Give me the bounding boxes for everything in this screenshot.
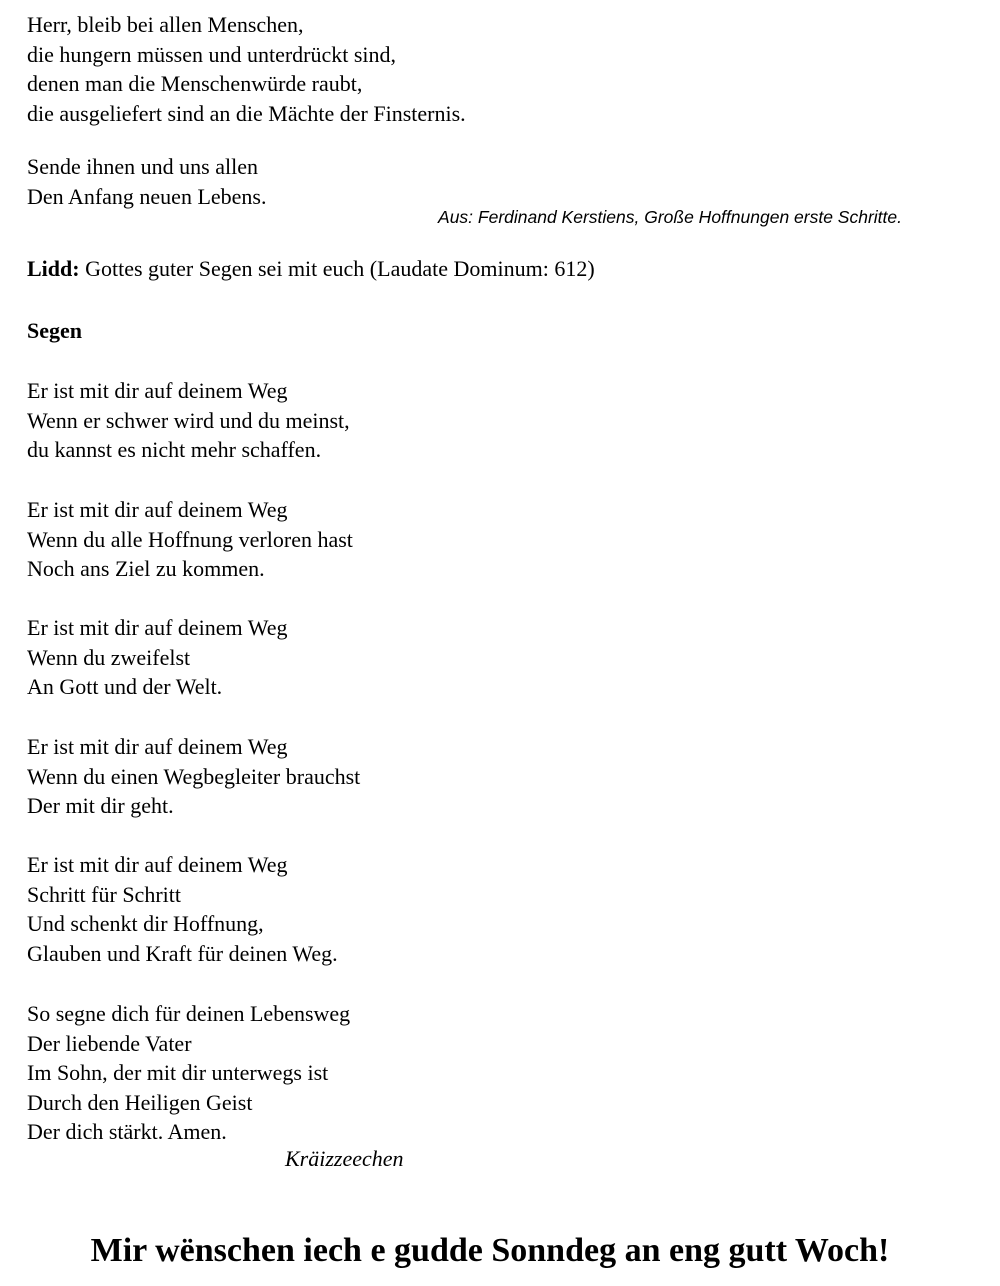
lidd-line — [27, 256, 595, 282]
text-line: du kannst es nicht mehr schaffen. — [27, 437, 322, 463]
text-line: Er ist mit dir auf deinem Weg — [27, 615, 288, 640]
text-line: Wenn du einen Wegbegleiter brauchst — [27, 763, 361, 789]
text-line: Der mit dir geht. — [27, 793, 174, 819]
text-line: Wenn du zweifelst — [27, 644, 191, 670]
segen-stanza-6 — [27, 999, 350, 1147]
prayer-stanza-1 — [27, 10, 466, 128]
text-line: Glauben und Kraft für deinen Weg. — [27, 940, 338, 966]
text-line: denen man die Menschenwürde raubt, — [27, 71, 363, 97]
text-line: So segne dich für deinen Lebensweg — [27, 1001, 351, 1026]
segen-heading: Segen — [27, 318, 82, 343]
segen-stanza-1 — [27, 376, 350, 465]
lidd-label: Lidd: — [27, 256, 80, 281]
segen-stanza-2 — [27, 495, 353, 584]
segen-stanza-5 — [27, 850, 338, 968]
text-line: Er ist mit dir auf deinem Weg — [27, 852, 288, 877]
text-line: die ausgeliefert sind an die Mächte der Finsternis. — [27, 100, 466, 126]
text-line: Durch den Heiligen Geist — [27, 1089, 253, 1115]
text-line: Der liebende Vater — [27, 1030, 192, 1056]
text-line: Noch ans Ziel zu kommen. — [27, 556, 265, 582]
text-line: Er ist mit dir auf deinem Weg — [27, 378, 288, 403]
text-line: die hungern müssen und unterdrückt sind, — [27, 41, 397, 67]
text-line: Wenn du alle Hoffnung verloren hast — [27, 526, 353, 552]
source-attribution: Aus: Ferdinand Kerstiens, Große Hoffnungen erste Schritte. — [438, 207, 902, 227]
text-line: Wenn er schwer wird und du meinst, — [27, 407, 350, 433]
text-line: Er ist mit dir auf deinem Weg — [27, 497, 288, 522]
segen-stanza-4 — [27, 732, 360, 821]
lidd-text: Gottes guter Segen sei mit euch (Laudate Dominum: 612) — [79, 256, 595, 281]
text-line: Schritt für Schritt — [27, 881, 181, 907]
text-line: An Gott und der Welt. — [27, 674, 223, 700]
text-line: Und schenkt dir Hoffnung, — [27, 911, 264, 937]
text-line: Sende ihnen und uns allen — [27, 154, 258, 179]
text-line: Den Anfang neuen Lebens. — [27, 183, 267, 209]
segen-stanza-3 — [27, 613, 288, 702]
prayer-stanza-2 — [27, 152, 266, 211]
rubric-kraizzeechen: Kräizzeechen — [285, 1146, 404, 1171]
text-line: Im Sohn, der mit dir unterwegs ist — [27, 1060, 329, 1086]
text-line: Er ist mit dir auf deinem Weg — [27, 734, 288, 759]
closing-greeting: Mir wënschen iech e gudde Sonndeg an eng gutt Woch! — [90, 1232, 890, 1269]
text-line: Der dich stärkt. Amen. — [27, 1119, 227, 1145]
text-line: Herr, bleib bei allen Menschen, — [27, 12, 304, 37]
